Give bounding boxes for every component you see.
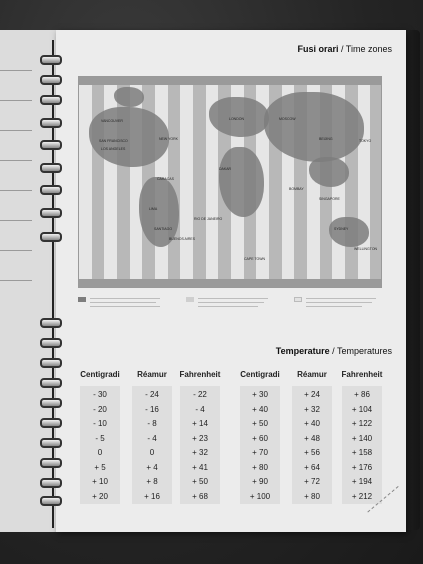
left-page-rule (0, 190, 32, 191)
map-top-zone-row (79, 77, 381, 85)
table-cell: + 24 (304, 390, 320, 399)
time-zone-band (193, 85, 206, 279)
table-cell: + 40 (304, 419, 320, 428)
table-cell: - 10 (93, 419, 107, 428)
spiral-ring (40, 55, 62, 65)
table-header: Réamur (137, 370, 167, 379)
left-page-rule (0, 100, 32, 101)
table-cell: + 4 (146, 462, 158, 472)
map-city-label: WELLINGTON (354, 247, 378, 251)
table-cell: 0 (149, 448, 155, 457)
planner-page (56, 30, 406, 532)
legend-text-line (198, 298, 268, 299)
table-cell: + 32 (304, 404, 320, 414)
left-page (0, 30, 58, 532)
table-cell: + 86 (354, 390, 370, 399)
table-cell: - 5 (95, 433, 105, 443)
left-page-rule (0, 130, 32, 131)
left-page-rule (0, 220, 32, 221)
table-cell: + 100 (249, 491, 271, 501)
table-cell: + 104 (351, 404, 373, 414)
spiral-ring (40, 95, 62, 105)
time-zone-band (79, 85, 92, 279)
map-city-label: RIO DE JANEIRO (194, 217, 223, 221)
table-cell: + 20 (92, 491, 108, 501)
continent-shape (309, 157, 349, 187)
map-city-label: SINGAPORE (319, 197, 340, 201)
legend-text-line (306, 306, 362, 307)
table-cell: - 4 (147, 433, 157, 443)
table-cell: + 176 (351, 462, 373, 472)
map-city-label: LOS ANGELES (101, 147, 126, 151)
spiral-ring (40, 378, 62, 388)
table-cell: - 24 (145, 390, 159, 399)
legend-text-line (306, 302, 372, 303)
legend-text-line (90, 298, 160, 299)
spiral-ring (40, 398, 62, 408)
table-cell: + 14 (192, 419, 208, 428)
spiral-ring (40, 185, 62, 195)
map-city-label: MOSCOW (279, 117, 296, 121)
left-page-rule (0, 70, 32, 71)
binding-edge (52, 40, 54, 528)
spiral-ring (40, 438, 62, 448)
time-zones-title: Fusi orari / Time zones (297, 44, 392, 54)
legend-swatch-white (294, 297, 302, 302)
table-header: Centigradi (80, 370, 120, 379)
table-header: Centigradi (240, 370, 280, 379)
map-city-label: DAKAR (219, 167, 232, 171)
table-cell: + 48 (304, 433, 320, 443)
table-cell: + 40 (252, 404, 268, 414)
map-legend (78, 295, 382, 319)
map-city-label: BOMBAY (289, 187, 304, 191)
world-time-zone-map (78, 76, 382, 288)
table-cell: + 30 (252, 390, 268, 399)
legend-text-line (90, 302, 156, 303)
table-cell: - 20 (93, 404, 107, 414)
table-cell: + 68 (192, 491, 208, 501)
legend-text-line (198, 302, 264, 303)
table-header: Fahrenheit (179, 370, 221, 379)
spiral-ring (40, 478, 62, 488)
table-cell: + 80 (252, 462, 268, 472)
left-page-rule (0, 250, 32, 251)
table-cell: - 22 (193, 390, 207, 399)
table-cell: 0 (97, 448, 103, 457)
map-bottom-zone-row (79, 279, 381, 287)
map-city-label: SAN FRANCISCO (99, 139, 128, 143)
spiral-ring (40, 458, 62, 468)
legend-text-line (306, 298, 376, 299)
continent-shape (114, 87, 144, 107)
map-city-label: NEW YORK (159, 137, 178, 141)
spiral-ring (40, 208, 62, 218)
legend-swatch-light (186, 297, 194, 302)
legend-swatch-dark (78, 297, 86, 302)
map-city-label: VANCOUVER (101, 119, 123, 123)
spiral-ring (40, 318, 62, 328)
table-header: Réamur (297, 370, 327, 379)
spiral-ring (40, 232, 62, 242)
table-cell: + 60 (252, 433, 268, 443)
table-cell: + 158 (351, 448, 373, 457)
table-cell: + 10 (92, 477, 108, 486)
spiral-ring (40, 118, 62, 128)
table-cell: + 16 (144, 491, 160, 501)
table-cell: + 64 (304, 462, 320, 472)
table-cell: + 23 (192, 433, 208, 443)
table-cell: + 56 (304, 448, 320, 457)
left-page-rule (0, 280, 32, 281)
spiral-ring (40, 163, 62, 173)
table-cell: + 50 (252, 419, 268, 428)
map-city-label: SYDNEY (334, 227, 349, 231)
table-cell: + 80 (304, 491, 320, 501)
table-cell: + 32 (192, 448, 208, 457)
table-cell: + 140 (351, 433, 373, 443)
map-city-label: LIMA (149, 207, 158, 211)
table-cell: + 41 (192, 462, 208, 472)
spiral-ring (40, 496, 62, 506)
map-city-label: CAPE TOWN (244, 257, 266, 261)
table-cell: + 194 (351, 477, 373, 486)
table-cell: - 8 (147, 419, 157, 428)
table-cell: - 16 (145, 404, 159, 414)
table-cell: - 4 (195, 404, 205, 414)
spiral-ring (40, 338, 62, 348)
legend-text-line (198, 306, 258, 307)
left-page-rule (0, 160, 32, 161)
table-cell: + 212 (351, 491, 373, 501)
continent-shape (329, 217, 369, 247)
table-cell: - 30 (93, 390, 107, 399)
table-cell: + 90 (252, 477, 268, 486)
table-cell: + 50 (192, 477, 208, 486)
spiral-ring (40, 140, 62, 150)
table-cell: + 72 (304, 477, 320, 486)
map-city-label: SANTIAGO (154, 227, 173, 231)
map-city-label: TOKYO (359, 139, 372, 143)
spiral-ring (40, 75, 62, 85)
spiral-ring (40, 418, 62, 428)
time-zone-band (180, 85, 193, 279)
map-city-label: CARACAS (157, 177, 174, 181)
map-city-label: LONDON (229, 117, 244, 121)
table-cell: + 122 (351, 419, 373, 428)
table-header: Fahrenheit (341, 370, 383, 379)
table-cell: + 8 (146, 477, 158, 486)
spiral-ring (40, 358, 62, 368)
table-cell: + 70 (252, 448, 268, 457)
legend-text-line (90, 306, 160, 307)
table-cell: + 5 (94, 462, 106, 472)
map-city-label: BUENOS AIRES (169, 237, 196, 241)
temperatures-title: Temperature / Temperatures (275, 346, 392, 356)
map-city-label: BEIJING (319, 137, 333, 141)
